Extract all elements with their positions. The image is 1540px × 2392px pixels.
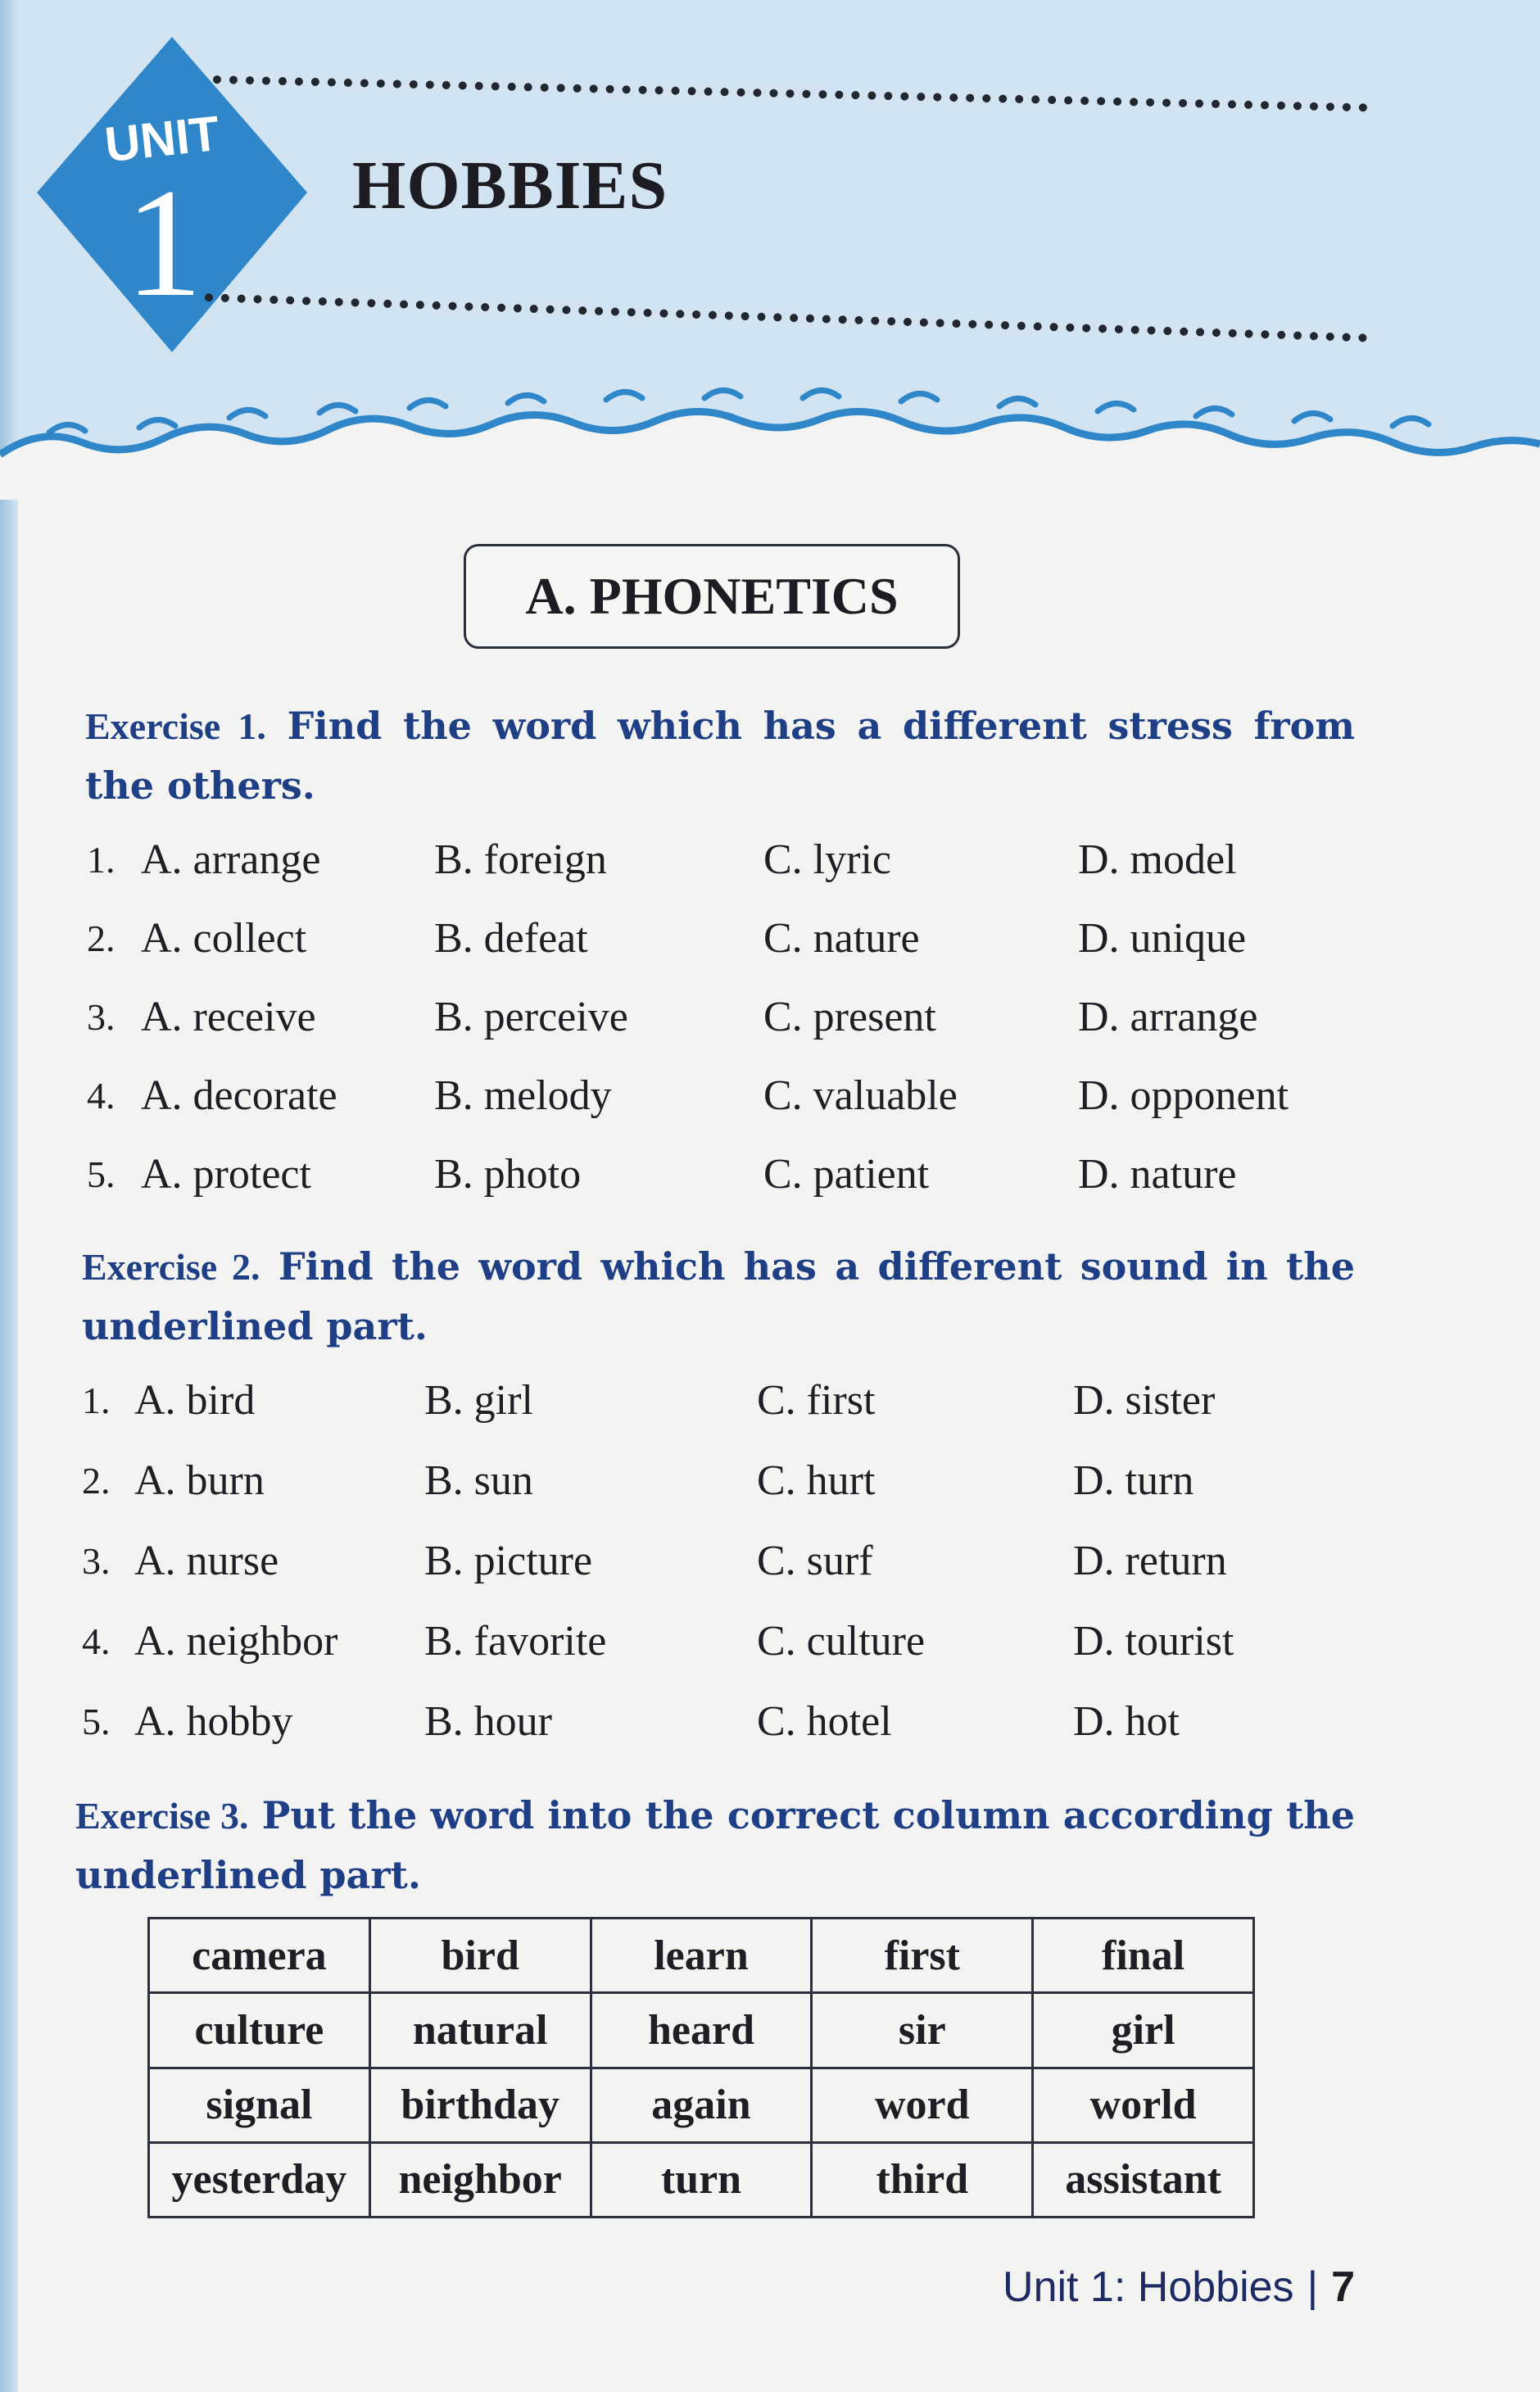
option-c: C. lyric xyxy=(763,836,891,883)
table-cell: neighbor xyxy=(369,2142,591,2217)
question-number: 3. xyxy=(82,1540,111,1582)
option-b: B. hour xyxy=(424,1698,552,1745)
question-number: 2. xyxy=(87,917,116,959)
exercise-2-heading xyxy=(82,1237,1355,1356)
option-b: B. defeat xyxy=(434,915,588,962)
table-cell: signal xyxy=(149,2068,370,2142)
table-cell: camera xyxy=(149,1919,370,1993)
option-d: D. turn xyxy=(1073,1457,1194,1504)
option-d: D. tourist xyxy=(1073,1618,1234,1665)
question-number: 5. xyxy=(82,1701,111,1742)
option-b: B. melody xyxy=(434,1072,612,1119)
table-cell: assistant xyxy=(1033,2142,1254,2217)
question-row xyxy=(0,1529,1540,1594)
table-row xyxy=(149,2142,1254,2217)
wave-divider xyxy=(0,360,1540,500)
exercise-number: Exercise 3. xyxy=(75,1795,249,1837)
question-number: 4. xyxy=(82,1620,111,1662)
option-c: C. hurt xyxy=(757,1457,876,1504)
table-cell: yesterday xyxy=(149,2142,370,2217)
option-c: C. valuable xyxy=(763,1072,958,1119)
option-c: C. culture xyxy=(757,1618,926,1665)
question-row xyxy=(0,1609,1540,1674)
exercise-1-heading xyxy=(85,696,1355,815)
question-row xyxy=(0,1142,1540,1207)
table-cell: sir xyxy=(812,1993,1033,2068)
question-row xyxy=(0,1368,1540,1434)
unit-label: UNIT xyxy=(102,105,222,173)
exercise-instruction: Find the word which has a different stress from the others. xyxy=(85,704,1355,808)
question-number: 1. xyxy=(87,839,116,881)
table-cell: third xyxy=(812,2142,1033,2217)
section-title: A. PHONETICS xyxy=(525,567,899,625)
unit-title: HOBBIES xyxy=(352,147,668,224)
footer-title: Hobbies xyxy=(1137,2263,1294,2311)
table-cell: girl xyxy=(1033,1993,1254,2068)
exercise-3-heading xyxy=(75,1786,1355,1905)
table-cell: culture xyxy=(149,1993,370,2068)
option-a: A. collect xyxy=(141,915,307,962)
exercise-number: Exercise 2. xyxy=(82,1246,260,1288)
option-a: A. hobby xyxy=(134,1698,293,1745)
question-row xyxy=(0,906,1540,972)
question-number: 2. xyxy=(82,1460,111,1502)
option-a: A. nurse xyxy=(134,1538,279,1584)
footer-unit: Unit 1: xyxy=(1003,2263,1126,2311)
word-table xyxy=(147,1917,1255,2218)
page-footer xyxy=(1003,2263,1355,2312)
option-a: A. neighbor xyxy=(134,1618,338,1665)
table-cell: again xyxy=(591,2068,812,2142)
option-d: D. nature xyxy=(1078,1151,1237,1198)
table-row xyxy=(149,2068,1254,2142)
option-b: B. girl xyxy=(424,1377,533,1424)
option-b: B. photo xyxy=(434,1151,582,1198)
option-c: C. nature xyxy=(763,915,920,962)
option-a: A. protect xyxy=(141,1151,311,1198)
option-d: D. unique xyxy=(1078,915,1247,962)
table-cell: word xyxy=(812,2068,1033,2142)
exercise-instruction: Put the word into the correct column according the underlined part. xyxy=(75,1793,1356,1897)
option-b: B. perceive xyxy=(434,994,628,1040)
option-c: C. surf xyxy=(757,1538,873,1584)
exercise-instruction: Find the word which has a different sound in the underlined part. xyxy=(82,1244,1356,1348)
option-a: A. arrange xyxy=(141,836,321,883)
option-c: C. hotel xyxy=(757,1698,892,1745)
table-cell: first xyxy=(812,1919,1033,1993)
option-a: A. decorate xyxy=(141,1072,337,1119)
question-number: 3. xyxy=(87,996,116,1038)
table-row xyxy=(149,1993,1254,2068)
question-row xyxy=(0,1689,1540,1755)
question-row xyxy=(0,985,1540,1050)
table-cell: bird xyxy=(369,1919,591,1993)
option-d: D. hot xyxy=(1073,1698,1180,1745)
table-cell: natural xyxy=(369,1993,591,2068)
option-d: D. opponent xyxy=(1078,1072,1289,1119)
footer-divider: | xyxy=(1307,2263,1319,2311)
table-cell: turn xyxy=(591,2142,812,2217)
question-number: 4. xyxy=(87,1075,116,1117)
option-c: C. patient xyxy=(763,1151,930,1198)
section-heading-box xyxy=(464,544,960,649)
question-row xyxy=(0,1448,1540,1514)
table-cell: world xyxy=(1033,2068,1254,2142)
exercise-number: Exercise 1. xyxy=(85,705,266,747)
unit-number: 1 xyxy=(125,157,203,329)
option-b: B. foreign xyxy=(434,836,607,883)
option-b: B. favorite xyxy=(424,1618,607,1665)
table-cell: birthday xyxy=(369,2068,591,2142)
option-d: D. sister xyxy=(1073,1377,1216,1424)
table-cell: learn xyxy=(591,1919,812,1993)
table-row xyxy=(149,1919,1254,1993)
option-d: D. model xyxy=(1078,836,1237,883)
option-a: A. receive xyxy=(141,994,316,1040)
option-c: C. first xyxy=(757,1377,876,1424)
option-a: A. bird xyxy=(134,1377,256,1424)
option-b: B. sun xyxy=(424,1457,533,1504)
page-number: 7 xyxy=(1331,2263,1355,2311)
question-number: 1. xyxy=(82,1379,111,1421)
question-number: 5. xyxy=(87,1153,116,1195)
table-cell: final xyxy=(1033,1919,1254,1993)
table-cell: heard xyxy=(591,1993,812,2068)
question-row xyxy=(0,827,1540,893)
option-a: A. burn xyxy=(134,1457,265,1504)
option-d: D. return xyxy=(1073,1538,1227,1584)
question-row xyxy=(0,1063,1540,1129)
option-c: C. present xyxy=(763,994,936,1040)
option-d: D. arrange xyxy=(1078,994,1258,1040)
option-b: B. picture xyxy=(424,1538,593,1584)
